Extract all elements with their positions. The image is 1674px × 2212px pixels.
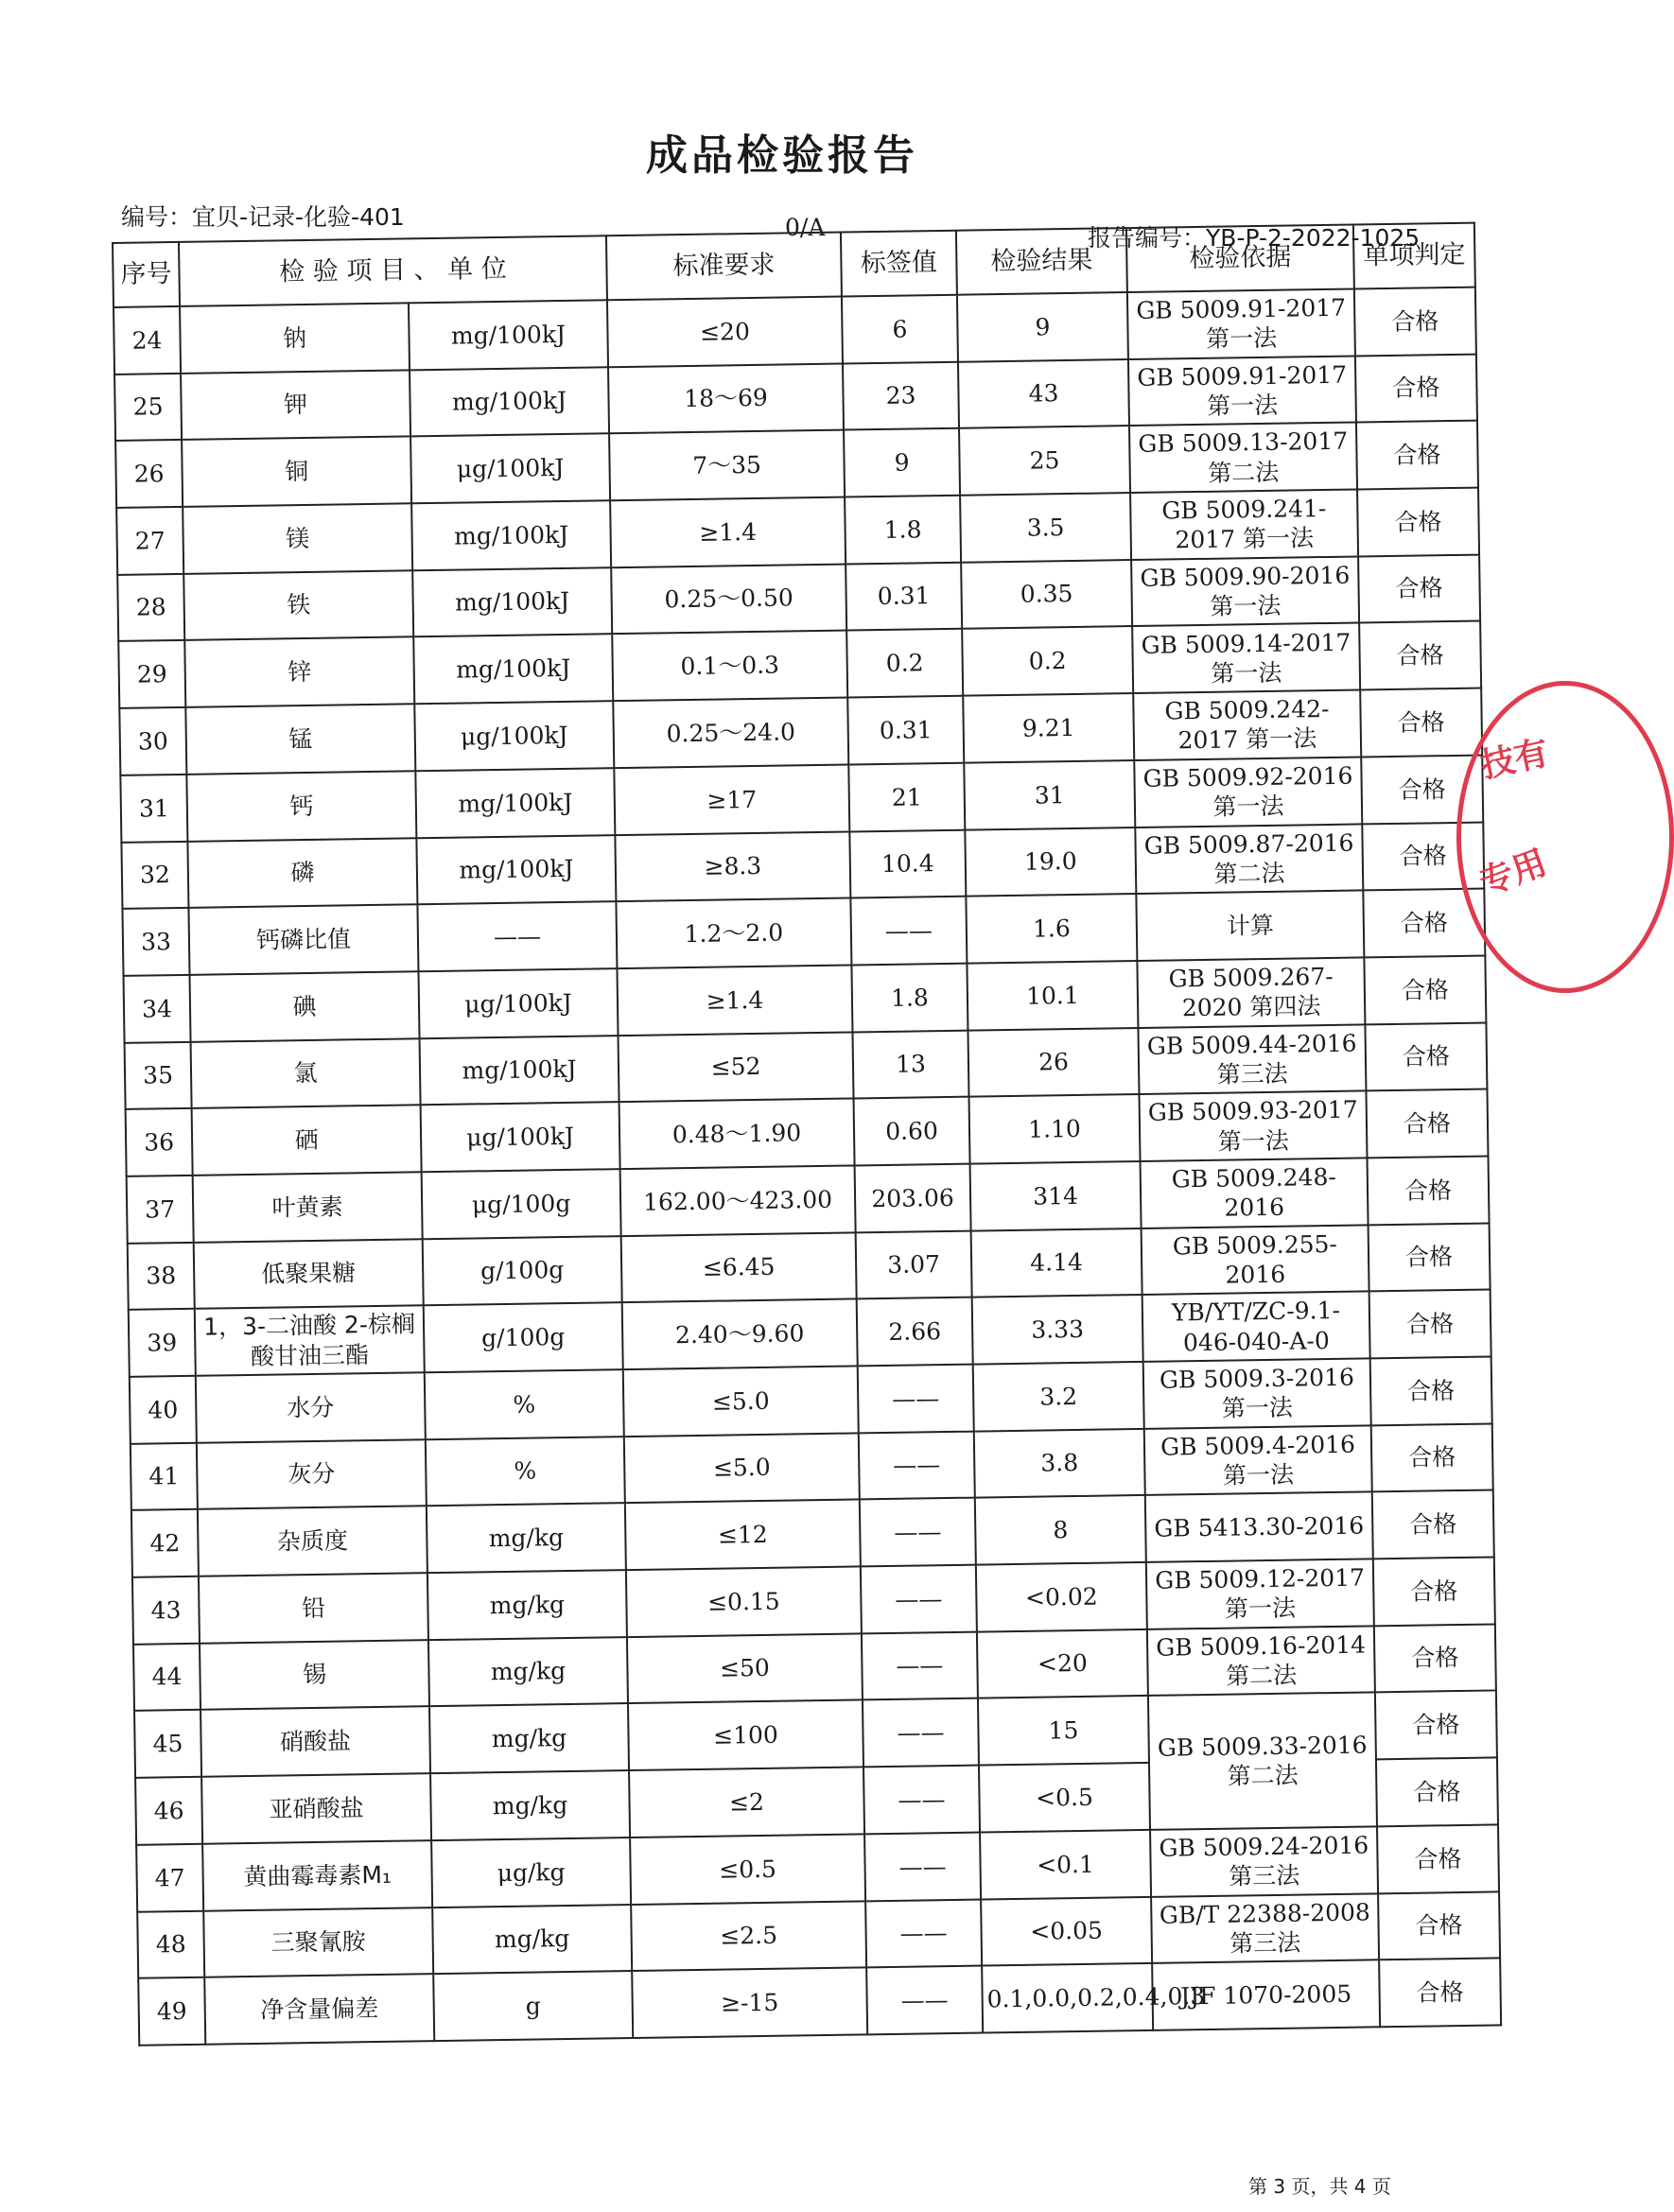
row-item-name: 黄曲霉毒素M₁ bbox=[202, 1840, 432, 1910]
row-unit: mg/kg bbox=[428, 1637, 628, 1707]
row-standard: ≤12 bbox=[625, 1500, 861, 1570]
row-seq: 42 bbox=[131, 1509, 199, 1577]
row-verdict: 合格 bbox=[1370, 1356, 1492, 1425]
row-item-name: 低聚果糖 bbox=[194, 1239, 424, 1309]
row-unit: μg/100g bbox=[422, 1169, 621, 1239]
row-seq: 26 bbox=[115, 440, 183, 508]
row-item-name: 铜 bbox=[182, 437, 411, 507]
row-item-name: 锡 bbox=[200, 1640, 429, 1710]
row-standard: ≤2.5 bbox=[631, 1901, 866, 1971]
row-standard: ≤2 bbox=[629, 1768, 864, 1838]
row-item-name: 磷 bbox=[187, 838, 417, 908]
row-result: 1.10 bbox=[969, 1094, 1141, 1163]
row-verdict: 合格 bbox=[1366, 1089, 1488, 1158]
row-result: <0.05 bbox=[981, 1896, 1152, 1965]
row-result: 43 bbox=[958, 359, 1129, 428]
row-item-name: 碘 bbox=[190, 971, 420, 1041]
row-label-value: 0.60 bbox=[854, 1097, 970, 1165]
row-seq: 36 bbox=[126, 1108, 193, 1176]
row-standard: ≥1.4 bbox=[610, 497, 846, 567]
row-result: 9.21 bbox=[963, 693, 1134, 762]
row-standard: 1.2～2.0 bbox=[616, 898, 851, 968]
row-verdict: 合格 bbox=[1371, 1423, 1493, 1492]
row-result: 314 bbox=[970, 1161, 1142, 1230]
row-verdict: 合格 bbox=[1362, 822, 1484, 891]
row-seq: 46 bbox=[135, 1777, 202, 1845]
row-basis: GB 5009.93-2017 第一法 bbox=[1139, 1091, 1367, 1161]
row-label-value: —— bbox=[859, 1431, 975, 1499]
row-seq: 25 bbox=[114, 374, 182, 442]
row-result: <20 bbox=[977, 1629, 1148, 1698]
row-item-name: 杂质度 bbox=[198, 1507, 427, 1576]
row-standard: ≤5.0 bbox=[623, 1366, 859, 1436]
col-header-seq: 序号 bbox=[113, 242, 180, 307]
row-standard: ≤50 bbox=[627, 1633, 863, 1703]
row-seq: 49 bbox=[138, 1977, 205, 2046]
row-result: 26 bbox=[968, 1028, 1139, 1097]
row-item-name: 钙磷比值 bbox=[188, 904, 418, 974]
row-result: 19.0 bbox=[965, 827, 1136, 897]
row-label-value: 1.8 bbox=[845, 496, 961, 564]
row-seq: 34 bbox=[124, 975, 191, 1043]
row-basis: GB 5009.87-2016 第二法 bbox=[1135, 824, 1363, 894]
row-basis: GB 5009.241-2017 第一法 bbox=[1130, 490, 1358, 560]
row-result: 25 bbox=[959, 426, 1130, 495]
row-standard: ≥17 bbox=[614, 764, 849, 834]
row-unit: mg/100kJ bbox=[411, 500, 611, 570]
row-standard: ≥-15 bbox=[632, 1968, 867, 2038]
row-standard: ≤20 bbox=[607, 297, 843, 367]
row-seq: 32 bbox=[121, 841, 188, 909]
row-item-name: 镁 bbox=[183, 503, 412, 573]
row-unit: mg/100kJ bbox=[415, 768, 615, 838]
row-verdict: 合格 bbox=[1369, 1290, 1491, 1359]
row-seq: 39 bbox=[129, 1309, 196, 1377]
row-label-value: 0.31 bbox=[847, 696, 964, 764]
row-unit: —— bbox=[417, 901, 617, 971]
row-verdict: 合格 bbox=[1379, 1959, 1501, 2028]
row-result: 4.14 bbox=[971, 1228, 1142, 1298]
row-verdict: 合格 bbox=[1372, 1490, 1494, 1559]
row-verdict: 合格 bbox=[1365, 1022, 1487, 1091]
row-seq: 48 bbox=[137, 1910, 204, 1978]
col-header-basis: 检验依据 bbox=[1126, 225, 1354, 293]
row-unit: mg/100kJ bbox=[412, 567, 612, 637]
row-standard: 2.40～9.60 bbox=[622, 1299, 858, 1369]
row-standard: 18～69 bbox=[608, 363, 844, 433]
row-item-name: 钠 bbox=[180, 303, 410, 373]
row-label-value: 9 bbox=[844, 428, 960, 496]
row-verdict: 合格 bbox=[1368, 1156, 1490, 1225]
row-basis: GB 5009.90-2016 第一法 bbox=[1131, 556, 1359, 626]
row-standard: ≤52 bbox=[619, 1032, 854, 1102]
row-verdict: 合格 bbox=[1361, 755, 1483, 824]
row-label-value: 3.07 bbox=[856, 1230, 972, 1298]
row-unit: % bbox=[426, 1437, 625, 1507]
row-seq: 28 bbox=[117, 574, 184, 642]
row-label-value: —— bbox=[865, 1899, 982, 1967]
row-basis: GB 5009.24-2016 第三法 bbox=[1150, 1826, 1378, 1896]
row-label-value: 203.06 bbox=[855, 1164, 971, 1232]
row-verdict: 合格 bbox=[1360, 688, 1482, 758]
row-item-name: 氯 bbox=[191, 1038, 421, 1108]
row-item-name: 钾 bbox=[181, 370, 410, 440]
row-verdict: 合格 bbox=[1357, 488, 1479, 557]
col-header-item-unit: 检 验 项 目 、 单 位 bbox=[179, 235, 607, 306]
row-verdict: 合格 bbox=[1364, 955, 1486, 1024]
row-seq: 30 bbox=[119, 707, 186, 775]
row-label-value: 21 bbox=[848, 763, 965, 831]
stamp-text-bottom: 专用 bbox=[1474, 843, 1552, 903]
row-verdict: 合格 bbox=[1378, 1891, 1500, 1960]
row-basis: GB 5009.242-2017 第一法 bbox=[1133, 690, 1361, 760]
row-unit: mg/kg bbox=[430, 1770, 630, 1840]
row-item-name: 亚硝酸盐 bbox=[201, 1773, 431, 1843]
col-header-standard: 标准要求 bbox=[606, 233, 842, 301]
row-label-value: —— bbox=[863, 1766, 980, 1834]
row-item-name: 水分 bbox=[196, 1372, 426, 1442]
row-verdict: 合格 bbox=[1354, 287, 1476, 357]
row-basis: GB 5413.30-2016 bbox=[1145, 1492, 1373, 1562]
row-result: <0.1 bbox=[980, 1830, 1151, 1899]
row-verdict: 合格 bbox=[1363, 889, 1485, 958]
version-label: 0/A bbox=[785, 214, 826, 241]
row-standard: 0.25～24.0 bbox=[613, 698, 848, 768]
row-basis: GB/T 22388-2008 第三法 bbox=[1151, 1893, 1379, 1963]
report-number: 报告编号：YB-P-2-2022-1025 bbox=[1088, 224, 1421, 252]
row-basis: GB 5009.255-2016 bbox=[1142, 1225, 1369, 1295]
row-basis: GB 5009.4-2016 第一法 bbox=[1144, 1425, 1372, 1495]
row-verdict: 合格 bbox=[1355, 354, 1477, 423]
row-seq: 41 bbox=[131, 1442, 198, 1510]
row-standard: ≥8.3 bbox=[615, 831, 850, 901]
row-seq: 44 bbox=[133, 1644, 201, 1712]
row-verdict: 合格 bbox=[1374, 1624, 1496, 1693]
row-label-value: 1.8 bbox=[851, 964, 968, 1032]
row-seq: 38 bbox=[128, 1242, 195, 1310]
row-standard: 0.1～0.3 bbox=[612, 631, 847, 701]
row-basis: GB 5009.267-2020 第四法 bbox=[1137, 957, 1365, 1027]
row-seq: 33 bbox=[122, 908, 189, 976]
row-standard: ≤0.5 bbox=[630, 1834, 865, 1904]
row-seq: 43 bbox=[132, 1576, 200, 1645]
row-unit: mg/kg bbox=[432, 1905, 632, 1975]
row-label-value: —— bbox=[861, 1565, 977, 1633]
row-result: 8 bbox=[975, 1495, 1146, 1564]
row-label-value: 10.4 bbox=[849, 829, 966, 897]
row-unit: μg/100kJ bbox=[414, 701, 614, 771]
row-item-name: 钙 bbox=[186, 771, 416, 841]
row-verdict: 合格 bbox=[1359, 621, 1481, 690]
col-header-result: 检验结果 bbox=[956, 228, 1127, 295]
row-result: 10.1 bbox=[967, 961, 1138, 1030]
row-basis: JJF 1070-2005 bbox=[1152, 1960, 1380, 2030]
row-label-value: —— bbox=[863, 1698, 979, 1767]
row-result: 3.8 bbox=[974, 1429, 1145, 1498]
row-basis: GB 5009.12-2017 第一法 bbox=[1146, 1559, 1374, 1629]
row-verdict: 合格 bbox=[1358, 554, 1480, 623]
row-verdict: 合格 bbox=[1373, 1558, 1495, 1627]
row-basis: GB 5009.91-2017 第一法 bbox=[1128, 356, 1356, 426]
row-result: 3.33 bbox=[972, 1295, 1143, 1364]
row-seq: 47 bbox=[136, 1844, 203, 1912]
row-seq: 31 bbox=[120, 775, 187, 843]
row-result: <0.02 bbox=[976, 1562, 1147, 1631]
row-basis: GB 5009.3-2016 第一法 bbox=[1143, 1358, 1371, 1428]
row-standard: ≤5.0 bbox=[624, 1433, 860, 1503]
row-unit: g/100g bbox=[423, 1236, 622, 1306]
row-result: 31 bbox=[964, 760, 1135, 829]
row-verdict: 合格 bbox=[1356, 421, 1478, 490]
row-result: 15 bbox=[978, 1696, 1149, 1765]
row-label-value: —— bbox=[866, 1966, 983, 2034]
row-item-name: 铅 bbox=[199, 1573, 428, 1643]
row-result: 9 bbox=[957, 292, 1128, 361]
row-label-value: 0.31 bbox=[846, 562, 962, 630]
row-unit: mg/100kJ bbox=[409, 300, 608, 370]
row-label-value: 13 bbox=[852, 1030, 968, 1098]
record-number: 编号：宜贝-记录-化验-401 bbox=[121, 203, 405, 231]
row-item-name: 1，3-二油酸 2-棕榈酸甘油三酯 bbox=[195, 1306, 425, 1376]
inspection-table bbox=[112, 222, 1502, 2047]
row-result: 3.2 bbox=[973, 1362, 1144, 1431]
company-seal-stamp bbox=[1456, 681, 1674, 993]
row-seq: 24 bbox=[113, 306, 181, 374]
row-basis: GB 5009.16-2014 第二法 bbox=[1147, 1626, 1375, 1696]
row-label-value: —— bbox=[858, 1365, 974, 1433]
row-item-name: 硒 bbox=[192, 1106, 422, 1176]
row-unit: mg/100kJ bbox=[416, 835, 616, 905]
row-standard: ≥1.4 bbox=[617, 965, 852, 1035]
row-verdict: 合格 bbox=[1377, 1824, 1499, 1893]
row-result: 0.2 bbox=[962, 626, 1133, 695]
row-unit: mg/kg bbox=[429, 1704, 629, 1774]
row-unit: % bbox=[425, 1369, 624, 1439]
row-label-value: 23 bbox=[843, 361, 959, 429]
row-basis: 计算 bbox=[1136, 891, 1364, 961]
row-unit: mg/kg bbox=[427, 1570, 627, 1640]
row-label-value: 0.2 bbox=[846, 629, 963, 697]
col-header-verdict: 单项判定 bbox=[1353, 223, 1475, 289]
row-label-value: 6 bbox=[842, 295, 958, 363]
row-item-name: 净含量偏差 bbox=[204, 1974, 434, 2044]
row-label-value: —— bbox=[864, 1832, 981, 1900]
row-verdict: 合格 bbox=[1376, 1758, 1498, 1827]
row-unit: mg/100kJ bbox=[413, 635, 613, 705]
stamp-text-top: 技有 bbox=[1477, 733, 1553, 786]
row-seq: 29 bbox=[118, 640, 185, 708]
row-basis: GB 5009.14-2017 第一法 bbox=[1132, 623, 1360, 693]
row-unit: mg/kg bbox=[427, 1503, 626, 1573]
row-seq: 37 bbox=[127, 1176, 194, 1244]
row-result: <0.5 bbox=[979, 1763, 1150, 1832]
row-basis: GB 5009.33-2016 第二法 bbox=[1148, 1693, 1377, 1830]
row-standard: 162.00～423.00 bbox=[620, 1165, 856, 1235]
row-standard: 0.25～0.50 bbox=[611, 564, 846, 634]
row-result: 1.6 bbox=[966, 894, 1137, 963]
row-unit: mg/100kJ bbox=[420, 1036, 619, 1106]
row-item-name: 硝酸盐 bbox=[201, 1707, 430, 1777]
row-unit: μg/100kJ bbox=[421, 1102, 620, 1172]
row-standard: ≤6.45 bbox=[621, 1232, 857, 1302]
row-label-value: 2.66 bbox=[857, 1298, 973, 1366]
row-result: 3.5 bbox=[960, 493, 1131, 562]
row-basis: GB 5009.248-2016 bbox=[1141, 1158, 1369, 1228]
col-header-label-value: 标签值 bbox=[841, 231, 957, 297]
row-item-name: 锰 bbox=[185, 704, 415, 774]
row-standard: 0.48～1.90 bbox=[619, 1099, 855, 1169]
row-seq: 27 bbox=[116, 507, 183, 575]
row-seq: 40 bbox=[130, 1376, 197, 1444]
row-basis: GB 5009.91-2017 第一法 bbox=[1127, 289, 1355, 359]
row-unit: μg/100kJ bbox=[410, 434, 610, 504]
row-verdict: 合格 bbox=[1375, 1691, 1497, 1760]
row-unit: mg/100kJ bbox=[410, 367, 609, 437]
row-seq: 35 bbox=[125, 1041, 192, 1109]
row-standard: ≤0.15 bbox=[626, 1566, 862, 1636]
row-basis: GB 5009.44-2016 第三法 bbox=[1138, 1024, 1366, 1094]
row-unit: μg/100kJ bbox=[418, 968, 618, 1038]
row-result: 0.35 bbox=[961, 560, 1132, 629]
row-item-name: 三聚氰胺 bbox=[203, 1907, 433, 1977]
report-title: 成品检验报告 bbox=[646, 131, 918, 180]
row-standard: 7～35 bbox=[609, 430, 845, 500]
row-verdict: 合格 bbox=[1369, 1223, 1491, 1292]
row-standard: ≤100 bbox=[628, 1700, 863, 1770]
table-body bbox=[113, 287, 1501, 2046]
row-unit: g bbox=[433, 1971, 633, 2041]
row-basis: GB 5009.92-2016 第一法 bbox=[1134, 757, 1362, 827]
row-seq: 45 bbox=[134, 1710, 201, 1778]
row-label-value: —— bbox=[862, 1631, 978, 1699]
row-item-name: 灰分 bbox=[197, 1439, 427, 1509]
row-unit: g/100g bbox=[424, 1302, 623, 1372]
row-unit: μg/kg bbox=[431, 1838, 631, 1907]
row-basis: YB/YT/ZC-9.1-046-040-A-0 bbox=[1142, 1292, 1370, 1362]
row-result: 0.1,0.0,0.2,0.4,0.3 bbox=[982, 1963, 1153, 2032]
row-item-name: 叶黄素 bbox=[193, 1172, 423, 1242]
row-basis: GB 5009.13-2017 第二法 bbox=[1129, 423, 1357, 493]
row-label-value: —— bbox=[860, 1498, 976, 1566]
page-footer: 第 3 页，共 4 页 bbox=[1248, 2175, 1391, 2198]
row-item-name: 锌 bbox=[184, 637, 414, 707]
row-item-name: 铁 bbox=[183, 570, 413, 640]
row-label-value: —— bbox=[850, 897, 967, 965]
